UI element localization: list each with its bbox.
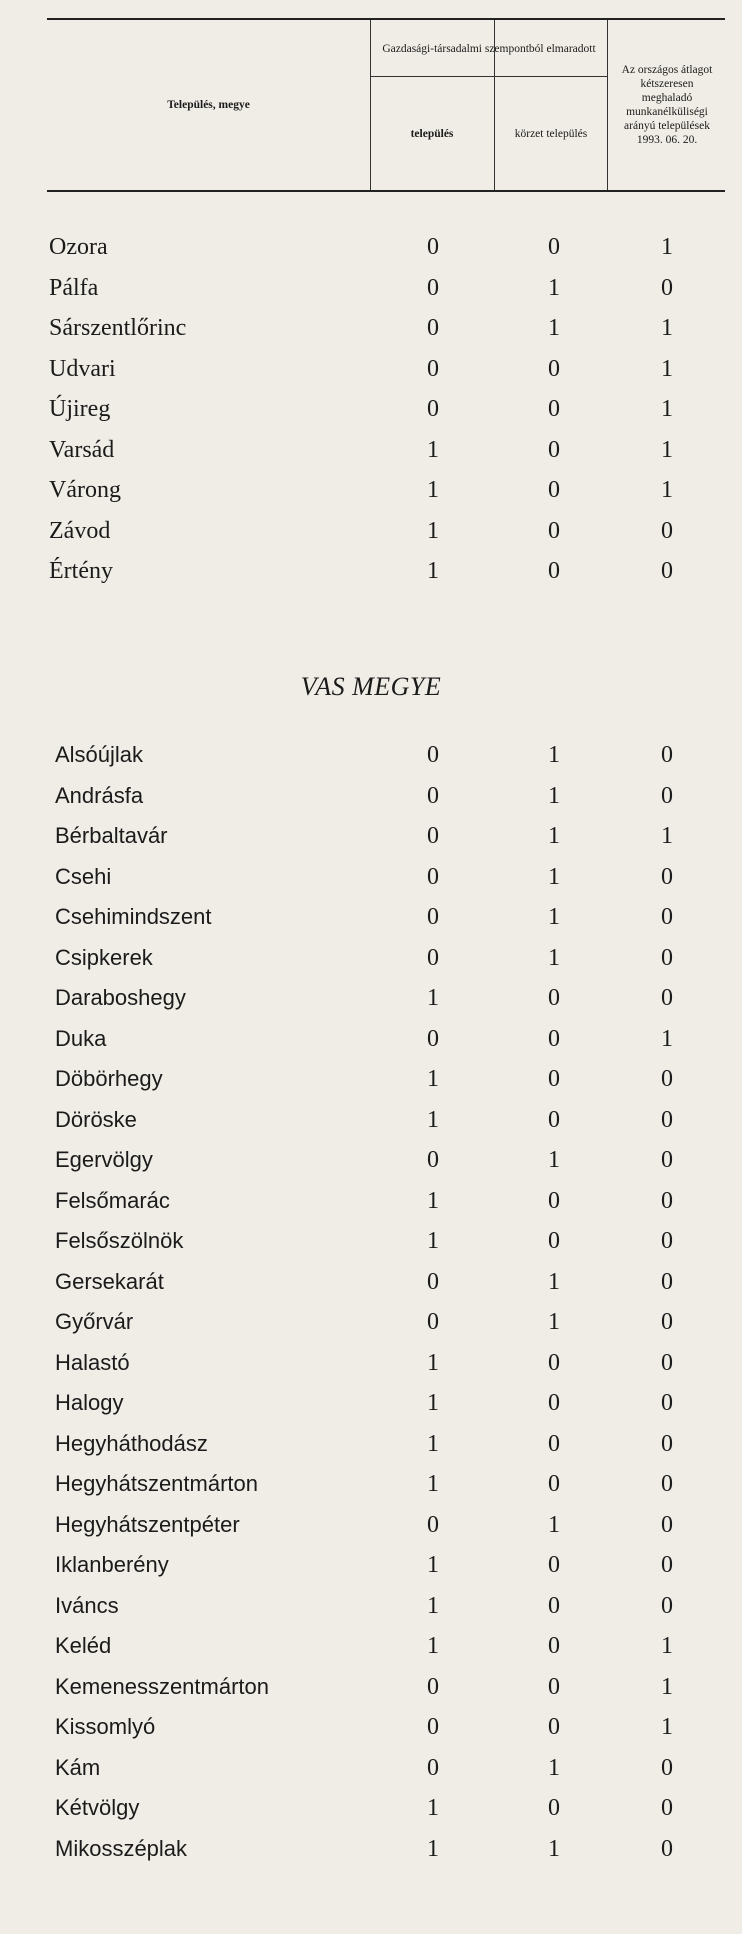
place-name: Kám <box>55 1754 101 1780</box>
place-name: Kissomlyó <box>55 1714 156 1739</box>
value-telepules: 1 <box>427 436 439 463</box>
value-telepules: 0 <box>427 944 439 971</box>
value-telepules: 0 <box>427 863 439 890</box>
place-name: Csipkerek <box>55 944 153 970</box>
value-korzet: 0 <box>548 396 560 422</box>
place-name: Felsőszölnök <box>55 1228 184 1253</box>
value-korzet: 0 <box>548 1390 560 1416</box>
value-munkanelkuliseg: 0 <box>661 1349 673 1376</box>
value-korzet: 1 <box>548 1147 560 1173</box>
table-row <box>0 1469 742 1499</box>
table-row <box>0 1672 742 1702</box>
value-munkanelkuliseg: 0 <box>661 985 673 1011</box>
value-korzet: 0 <box>548 558 560 584</box>
value-korzet: 0 <box>548 1592 560 1619</box>
value-munkanelkuliseg: 0 <box>661 1309 673 1335</box>
value-munkanelkuliseg: 1 <box>661 355 673 382</box>
value-telepules: 1 <box>427 477 439 503</box>
value-munkanelkuliseg: 0 <box>661 1511 673 1538</box>
table-row <box>0 1753 742 1783</box>
value-munkanelkuliseg: 0 <box>661 904 673 930</box>
value-telepules: 1 <box>427 1187 439 1214</box>
value-telepules: 1 <box>427 1552 439 1578</box>
place-name: Halastó <box>55 1349 130 1375</box>
place-name: Duka <box>55 1025 107 1051</box>
value-munkanelkuliseg: 0 <box>661 1430 673 1457</box>
table-row <box>0 1388 742 1418</box>
value-munkanelkuliseg: 1 <box>661 436 673 463</box>
section-title-vas: VAS MEGYE <box>300 672 442 701</box>
value-telepules: 0 <box>427 1309 439 1335</box>
header-col-b: körzet település <box>514 127 588 140</box>
value-korzet: 0 <box>548 1349 560 1376</box>
table-row <box>0 1429 742 1459</box>
place-name: Értény <box>49 558 113 584</box>
place-name: Bérbaltavár <box>55 823 168 848</box>
value-telepules: 0 <box>427 1025 439 1052</box>
header-place: Település, megye <box>167 99 250 111</box>
place-name: Kemenesszentmárton <box>55 1673 269 1699</box>
value-telepules: 1 <box>427 985 439 1011</box>
table-row <box>0 394 742 424</box>
value-korzet: 1 <box>548 944 560 971</box>
place-name: Döbörhegy <box>55 1066 163 1091</box>
place-name: Csehimindszent <box>55 904 212 929</box>
value-telepules: 1 <box>427 1633 439 1659</box>
value-korzet: 0 <box>548 355 560 382</box>
value-munkanelkuliseg: 1 <box>661 234 673 260</box>
place-name: Felsőmarác <box>55 1187 170 1213</box>
value-telepules: 0 <box>427 396 439 422</box>
value-telepules: 0 <box>427 904 439 930</box>
place-name: Iváncs <box>55 1592 119 1618</box>
table-row <box>0 1348 742 1378</box>
header-col-a: település <box>410 127 454 140</box>
place-name: Hegyhátszentpéter <box>55 1511 240 1537</box>
value-telepules: 1 <box>427 1228 439 1254</box>
value-telepules: 0 <box>427 1673 439 1700</box>
place-name: Gersekarát <box>55 1268 164 1294</box>
value-telepules: 0 <box>427 1511 439 1538</box>
table-row <box>0 1793 742 1823</box>
value-munkanelkuliseg: 0 <box>661 1390 673 1416</box>
table-row <box>0 475 742 505</box>
value-korzet: 1 <box>548 904 560 930</box>
value-korzet: 0 <box>548 1066 560 1092</box>
value-munkanelkuliseg: 0 <box>661 1552 673 1578</box>
table-row <box>0 313 742 343</box>
place-name: Alsóújlak <box>55 742 144 767</box>
value-korzet: 0 <box>548 1633 560 1659</box>
place-name: Hegyhátszentmárton <box>55 1471 258 1496</box>
value-korzet: 1 <box>548 1268 560 1295</box>
value-munkanelkuliseg: 0 <box>661 1471 673 1497</box>
value-korzet: 0 <box>548 234 560 260</box>
place-name: Döröske <box>55 1106 137 1132</box>
value-korzet: 1 <box>548 1754 560 1781</box>
table-row <box>0 1105 742 1135</box>
value-telepules: 0 <box>427 355 439 382</box>
place-name: Andrásfa <box>55 782 144 808</box>
table-row <box>0 516 742 546</box>
value-korzet: 0 <box>548 1228 560 1254</box>
place-name: Pálfa <box>49 274 99 301</box>
value-telepules: 0 <box>427 1147 439 1173</box>
value-munkanelkuliseg: 0 <box>661 742 673 768</box>
value-telepules: 0 <box>427 315 439 341</box>
table-row <box>0 556 742 586</box>
value-telepules: 0 <box>427 782 439 809</box>
value-telepules: 1 <box>427 1592 439 1619</box>
value-munkanelkuliseg: 0 <box>661 1795 673 1821</box>
value-korzet: 1 <box>548 274 560 301</box>
place-name: Sárszentlőrinc <box>49 315 187 341</box>
table-row <box>0 273 742 303</box>
value-korzet: 0 <box>548 1471 560 1497</box>
value-korzet: 0 <box>548 1187 560 1214</box>
value-korzet: 0 <box>548 477 560 503</box>
table-row <box>0 943 742 973</box>
place-name: Ozora <box>49 234 108 260</box>
value-korzet: 1 <box>548 782 560 809</box>
table-row <box>0 435 742 465</box>
value-munkanelkuliseg: 0 <box>661 863 673 890</box>
table-row <box>0 1267 742 1297</box>
table-row <box>0 1226 742 1256</box>
value-korzet: 0 <box>548 1552 560 1578</box>
value-korzet: 0 <box>548 436 560 463</box>
place-name: Udvari <box>49 355 116 382</box>
value-telepules: 0 <box>427 823 439 849</box>
value-telepules: 0 <box>427 234 439 260</box>
value-korzet: 0 <box>548 1673 560 1700</box>
table-row <box>0 1591 742 1621</box>
value-munkanelkuliseg: 0 <box>661 274 673 301</box>
table-row <box>0 1145 742 1175</box>
value-korzet: 0 <box>548 1430 560 1457</box>
value-munkanelkuliseg: 0 <box>661 558 673 584</box>
value-munkanelkuliseg: 1 <box>661 1633 673 1659</box>
value-munkanelkuliseg: 0 <box>661 1835 673 1862</box>
value-korzet: 1 <box>548 1511 560 1538</box>
table-row <box>0 1510 742 1540</box>
table-row <box>0 1712 742 1742</box>
place-name: Závod <box>49 517 111 544</box>
value-korzet: 1 <box>548 823 560 849</box>
value-munkanelkuliseg: 1 <box>661 315 673 341</box>
value-munkanelkuliseg: 0 <box>661 1147 673 1173</box>
table-row <box>0 1307 742 1337</box>
value-munkanelkuliseg: 0 <box>661 1066 673 1092</box>
value-munkanelkuliseg: 0 <box>661 1268 673 1295</box>
place-name: Győrvár <box>55 1309 134 1334</box>
value-munkanelkuliseg: 1 <box>661 396 673 422</box>
place-name: Kétvölgy <box>55 1795 140 1820</box>
value-telepules: 1 <box>427 1430 439 1457</box>
value-munkanelkuliseg: 1 <box>661 477 673 503</box>
header-group: Gazdasági-társadalmi szempontból elmaradott <box>382 43 596 55</box>
table-row <box>0 983 742 1013</box>
table-row <box>0 354 742 384</box>
header-col-c: Az országos átlagot kétszeresen meghaladó munkanélküliségi arányú települések 1993. 06. 20. <box>621 64 713 146</box>
header-divider <box>607 20 608 190</box>
value-korzet: 1 <box>548 742 560 768</box>
value-telepules: 1 <box>427 1471 439 1497</box>
value-telepules: 1 <box>427 1795 439 1821</box>
table-row <box>0 1631 742 1661</box>
value-munkanelkuliseg: 0 <box>661 1228 673 1254</box>
value-munkanelkuliseg: 0 <box>661 1106 673 1133</box>
value-munkanelkuliseg: 1 <box>661 823 673 849</box>
table-row <box>0 232 742 262</box>
value-munkanelkuliseg: 1 <box>661 1673 673 1700</box>
value-munkanelkuliseg: 0 <box>661 1754 673 1781</box>
table-row <box>0 821 742 851</box>
place-name: Keléd <box>55 1633 112 1658</box>
table-row <box>0 740 742 770</box>
value-korzet: 0 <box>548 1795 560 1821</box>
value-korzet: 1 <box>548 315 560 341</box>
table-row <box>0 1550 742 1580</box>
value-telepules: 1 <box>427 558 439 584</box>
value-korzet: 0 <box>548 1106 560 1133</box>
value-korzet: 0 <box>548 1025 560 1052</box>
table-row <box>0 1064 742 1094</box>
value-korzet: 0 <box>548 985 560 1011</box>
value-telepules: 0 <box>427 274 439 301</box>
value-telepules: 1 <box>427 1835 439 1862</box>
value-telepules: 1 <box>427 1106 439 1133</box>
value-telepules: 1 <box>427 1066 439 1092</box>
value-munkanelkuliseg: 0 <box>661 944 673 971</box>
value-munkanelkuliseg: 1 <box>661 1714 673 1740</box>
value-telepules: 1 <box>427 1390 439 1416</box>
value-korzet: 1 <box>548 1835 560 1862</box>
place-name: Hegyháthodász <box>55 1430 208 1456</box>
value-munkanelkuliseg: 0 <box>661 517 673 544</box>
value-munkanelkuliseg: 1 <box>661 1025 673 1052</box>
table-row <box>0 781 742 811</box>
place-name: Varsád <box>49 436 115 463</box>
place-name: Várong <box>49 477 121 503</box>
value-korzet: 1 <box>548 863 560 890</box>
table-row <box>0 1024 742 1054</box>
table-row <box>0 1834 742 1864</box>
value-telepules: 0 <box>427 1754 439 1781</box>
value-munkanelkuliseg: 0 <box>661 1187 673 1214</box>
value-telepules: 0 <box>427 742 439 768</box>
value-telepules: 0 <box>427 1268 439 1295</box>
value-telepules: 1 <box>427 1349 439 1376</box>
table-row <box>0 862 742 892</box>
value-korzet: 0 <box>548 1714 560 1740</box>
place-name: Daraboshegy <box>55 985 186 1010</box>
value-telepules: 0 <box>427 1714 439 1740</box>
place-name: Iklanberény <box>55 1552 169 1577</box>
table-row <box>0 902 742 932</box>
value-munkanelkuliseg: 0 <box>661 782 673 809</box>
value-korzet: 0 <box>548 517 560 544</box>
table-row <box>0 1186 742 1216</box>
place-name: Halogy <box>55 1390 124 1415</box>
place-name: Csehi <box>55 863 112 889</box>
value-telepules: 1 <box>427 517 439 544</box>
place-name: Újireg <box>49 396 111 422</box>
place-name: Mikosszéplak <box>55 1835 188 1861</box>
table-header <box>47 18 725 192</box>
place-name: Egervölgy <box>55 1147 153 1172</box>
value-munkanelkuliseg: 0 <box>661 1592 673 1619</box>
value-korzet: 1 <box>548 1309 560 1335</box>
